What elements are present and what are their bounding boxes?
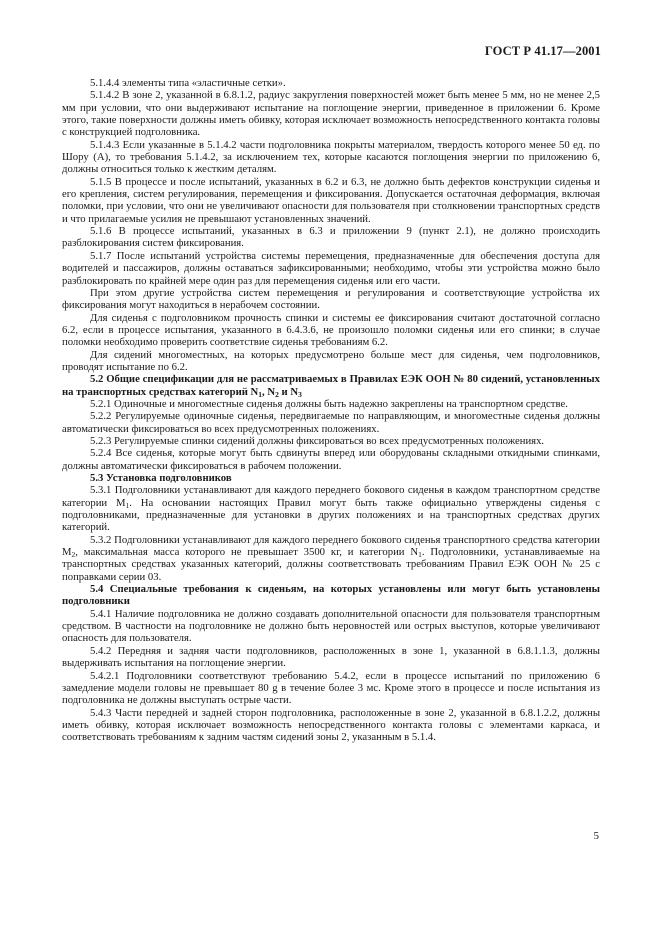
page-number: 5: [593, 830, 599, 842]
paragraph-5-3-2-part-a: 5.3.2 Подголовники устанавливают для каждого переднего бокового сиденья транспортного средства категории M: [62, 533, 600, 559]
paragraph-5-3-1: [62, 484, 600, 533]
paragraph-5-3-2-part-c: . Подголовники, устанавливаемые на транспортных средствах указанных категорий, должны соответствовать требованиям Правил ЕЭК ООН № 25 с поправками серии 03.: [62, 546, 601, 583]
paragraph-5-3-1-part-b: . На основании настоящих Правил могут быть также официально утверждены сиденья с подголовниками, предназначенные для установки в других положениях и на транспортных средствах других категорий.: [62, 496, 600, 534]
standard-header: ГОСТ Р 41.17—2001: [484, 44, 601, 58]
paragraph-5-1-7: 5.1.7 После испытаний устройства системы перемещения, предназначенные для обеспечения доступа для водителей и пассажиров, должны оставаться зафиксированными; необходимо, чтобы эти устройства можно было разблокировать по крайней мере один раз для перемещения сиденья или его части.: [62, 249, 600, 287]
paragraph-5-2-3: 5.2.3 Регулируемые спинки сидений должны фиксироваться во всех предусмотренных положениях.: [90, 434, 545, 447]
heading-5-3: 5.3 Установка подголовников: [90, 472, 232, 484]
heading-5-2-text: 5.2 Общие спецификации для не рассматриваемых в Правилах ЕЭК ООН № 80 сидений, установленных на транспортных средствах категорий N: [62, 373, 600, 398]
paragraph-5-1-6: 5.1.6 В процессе испытаний, указанных в 6.3 и приложении 9 (пункт 2.1), не должно происходить разблокирования систем фиксирования.: [62, 225, 600, 250]
category-n3-subscript: 3: [298, 389, 302, 399]
category-n1-subscript-b: 1: [418, 550, 422, 560]
document-body: [62, 77, 600, 744]
paragraph-5-3-1-part-a: 5.3.1 Подголовники устанавливают для каждого переднего бокового сиденья в каждом транспортном средстве категории M: [62, 484, 600, 509]
paragraph-5-1-7-note: При этом другие устройства систем перемещения и регулирования и соответствующие устройства их фиксирования могут находиться в нерабочем состоянии.: [62, 286, 600, 312]
paragraph-5-1-4-4: 5.1.4.4 элементы типа «эластичные сетки».: [90, 77, 286, 89]
paragraph-multiseat: Для сидений многоместных, на которых предусмотрено больше мест для сиденья, чем подголовников, проводят испытание по 6.2.: [62, 348, 600, 373]
category-m1-subscript: 1: [125, 500, 130, 510]
paragraph-5-1-4-3: 5.1.4.3 Если указанные в 5.1.4.2 части подголовника покрыты материалом, твердость которого менее 50 ед. по Шору (А), то требования 5.1.4.2, за исключением тех, которые касаются поглощения энергии по приложению 6, должны относиться только к жестким деталям.: [62, 138, 600, 176]
paragraph-5-3-2: [62, 534, 600, 583]
paragraph-5-2-2: 5.2.2 Регулируемые одиночные сиденья, передвигаемые по направляющим, и многоместные сиденья должны автоматически фиксироваться во всех предусмотренных положениях.: [62, 410, 600, 435]
category-n1-subscript: 1: [258, 389, 263, 399]
paragraph-5-4-2-1: 5.4.2.1 Подголовники соответствуют требованию 5.4.2, если в процессе испытаний по приложению 6 замедление модели головы не превышает 80 g в течение более 3 мс. Кроме этого в процессе и после испытания из подголовника не должны выступать острые части.: [62, 669, 600, 707]
paragraph-5-4-3: 5.4.3 Части передней и задней сторон подголовника, расположенные в зоне 2, указанной в 6.8.1.2.2, должны иметь обивку, которая исключает возможность непосредственного контакта головы с элементами каркаса, и соответствовать требованиям к задним частям сидений зоны 2, указанным в 5.1.4.: [62, 706, 600, 744]
paragraph-5-3-2-part-b: , максимальная масса которого не превышает 3500 кг, и категории N: [75, 546, 419, 559]
heading-5-4: 5.4 Специальные требования к сиденьям, на которых установлены или могут быть установлены подголовники: [62, 583, 600, 608]
paragraph-headrest-strength: Для сиденья с подголовником прочность спинки и системы ее фиксирования считают достаточной согласно 6.2, если в процессе испытания, указанного в 6.4.3.6, не произошло поломки сиденья или его спинки; в случае поломки необходимо проверить соответствие сиденья требованиям 6.2.: [62, 311, 600, 349]
category-n2-subscript: 2: [275, 389, 279, 399]
paragraph-5-4-1: 5.4.1 Наличие подголовника не должно создавать дополнительной опасности для пользователя транспортным средством. В частности на подголовнике не должно быть неровностей или острых выступов, которые увеличивают опасность для пользователя.: [62, 607, 600, 645]
paragraph-5-2-1: 5.2.1 Одиночные и многоместные сиденья должны быть надежно закреплены на транспортном средстве.: [90, 397, 568, 410]
paragraph-5-4-2: 5.4.2 Передняя и задняя части подголовников, расположенных в зоне 1, указанной в 6.8.1.1.3, должны выдерживать испытания на поглощение энергии.: [62, 644, 600, 670]
paragraph-5-1-4-2: 5.1.4.2 В зоне 2, указанной в 6.8.1.2, радиус закругления поверхностей может быть менее 5 мм, но не менее 2,5 мм при условии, что они выдерживают испытание на поглощение энергии, приведенное в приложении 6. Кроме этого, такие поверхности должны иметь обивку, которая исключает возможность непосредственного контакта головы с конструкцией подголовника.: [62, 89, 600, 139]
paragraph-5-1-5: 5.1.5 В процессе и после испытаний, указанных в 6.2 и 6.3, не должно быть дефектов конструкции сиденья и его крепления, систем регулирования, перемещения и фиксирования. Допускается остаточная деформация, включая поломки, при условии, что они не увеличивают опасности для пользователя при столкновении транспортных средств и что прилагаемые усилия не превышают установленных значений.: [62, 175, 600, 225]
heading-5-2: 5.2 Общие спецификации для не рассматриваемых в Правилах ЕЭК ООН № 80 сидений, установленных на транспортных средствах категорий $N_1$, $N_2$ и $N_3$: [62, 373, 600, 399]
paragraph-5-2-4: 5.2.4 Все сиденья, которые могут быть сдвинуты вперед или оборудованы складными откидными спинками, должны автоматически фиксироваться в рабочем положении.: [62, 447, 600, 472]
category-m2-subscript: 2: [71, 550, 76, 560]
